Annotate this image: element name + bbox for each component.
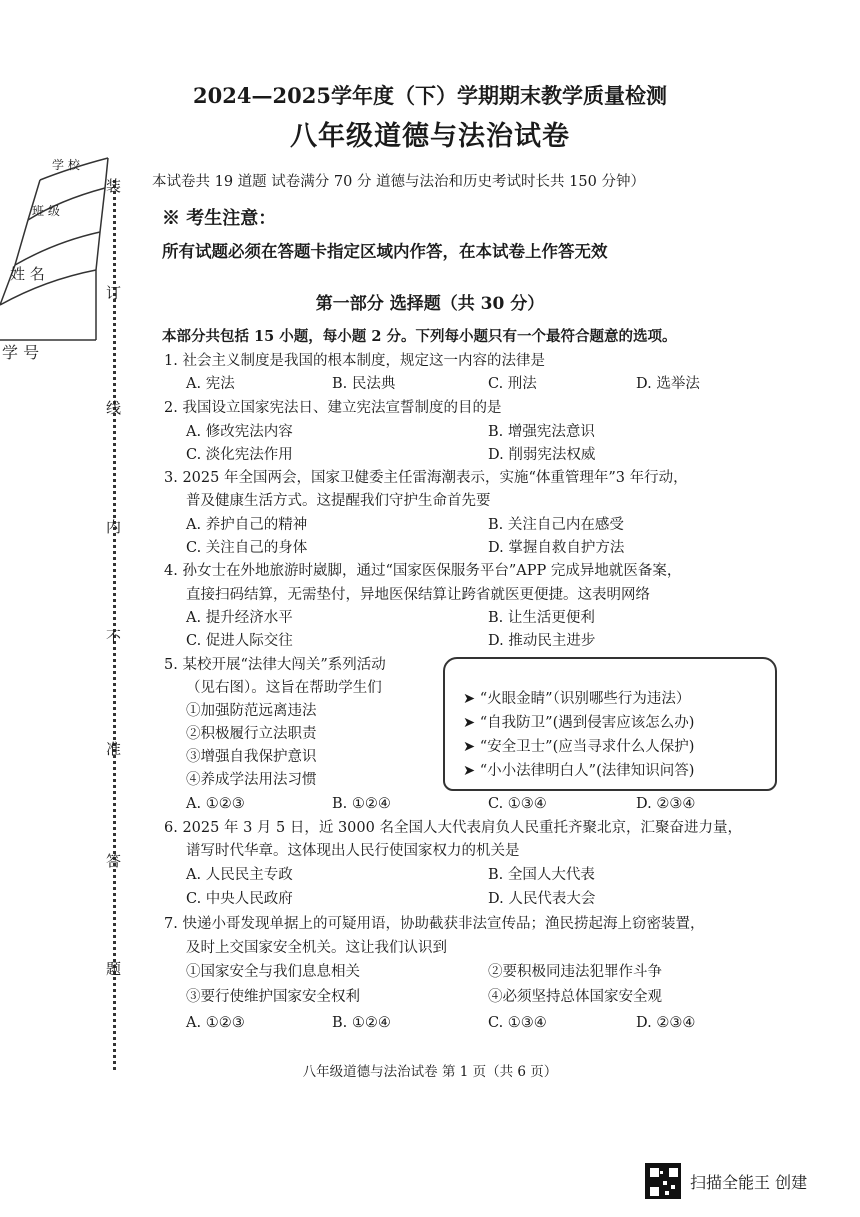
scanner-brand-label: 扫描全能王 创建 xyxy=(690,1173,808,1192)
q1-option-b: B. 民法典 xyxy=(332,376,396,392)
question-5-stem: 5. 某校开展“法律大闯关”系列活动 xyxy=(164,657,386,673)
question-5-stem-cont: （见右图）。这旨在帮助学生们 xyxy=(186,680,382,696)
q5-statement-1: ①加强防范远离违法 xyxy=(186,703,317,719)
notice-title: ※ 考生注意： xyxy=(162,208,277,229)
q5-option-c: C. ①③④ xyxy=(488,796,547,812)
binding-char: 不 xyxy=(106,628,122,646)
q7-option-d: D. ②③④ xyxy=(636,1015,696,1031)
q7-statement-1: ①国家安全与我们息息相关 xyxy=(186,964,360,980)
q6-option-b: B. 全国人大代表 xyxy=(488,867,595,883)
question-4-stem: 4. 孙女士在外地旅游时崴脚，通过“国家医保服务平台”APP 完成异地就医备案， xyxy=(164,563,682,579)
q5-option-d: D. ②③④ xyxy=(636,796,696,812)
activity-scroll-figure xyxy=(443,657,777,791)
q5-statement-3: ③增强自我保护意识 xyxy=(186,749,317,765)
q6-option-c: C. 中央人民政府 xyxy=(186,891,293,907)
q7-statement-3: ③要行使维护国家安全权利 xyxy=(186,989,360,1005)
q3-option-a: A. 养护自己的精神 xyxy=(186,517,308,533)
question-2-stem: 2. 我国设立国家宪法日、建立宪法宣誓制度的目的是 xyxy=(164,400,502,416)
q3-option-c: C. 关注自己的身体 xyxy=(186,540,308,556)
q2-option-d: D. 削弱宪法权威 xyxy=(488,447,596,463)
exam-title: 八年级道德与法治试卷 xyxy=(290,121,570,152)
q6-option-a: A. 人民民主专政 xyxy=(186,867,293,883)
q1-option-c: C. 刑法 xyxy=(488,376,537,392)
question-3-stem-cont: 普及健康生活方式。这提醒我们守护生命首先要 xyxy=(186,493,491,509)
question-6-stem: 6. 2025 年 3 月 5 日，近 3000 名全国人大代表肩负人民重托齐聚北京，汇聚奋进力量， xyxy=(164,820,742,836)
question-7-stem-cont: 及时上交国家安全机关。这让我们认识到 xyxy=(186,940,447,956)
school-field-label: 学 校 xyxy=(52,158,80,172)
q3-option-d: D. 掌握自救自护方法 xyxy=(488,540,625,556)
binding-char: 内 xyxy=(106,518,122,536)
q2-option-a: A. 修改宪法内容 xyxy=(186,424,293,440)
q3-option-b: B. 关注自己内在感受 xyxy=(488,517,624,533)
q5-option-a: A. ①②③ xyxy=(186,796,245,812)
page-footer: 八年级道德与法治试卷 第 1 页（共 6 页） xyxy=(302,1064,558,1080)
part-title: 第一部分 选择题（共 30 分） xyxy=(315,294,545,314)
q7-statement-2: ②要积极同违法犯罪作斗争 xyxy=(488,964,662,980)
q5-option-b: B. ①②④ xyxy=(332,796,391,812)
q7-statement-4: ④必须坚持总体国家安全观 xyxy=(488,989,662,1005)
q6-option-d: D. 人民代表大会 xyxy=(488,891,596,907)
q2-option-b: B. 增强宪法意识 xyxy=(488,424,595,440)
qr-code-icon xyxy=(645,1163,681,1199)
q4-option-b: B. 让生活更便利 xyxy=(488,610,595,626)
question-3-stem: 3. 2025 年全国两会，国家卫健委主任雷海潮表示，实施“体重管理年”3 年行动， xyxy=(164,470,688,486)
class-field-label: 班 级 xyxy=(32,204,60,218)
scroll-item: ➤ “安全卫士”(应当寻求什么人保护) xyxy=(463,739,695,755)
q4-option-c: C. 促进人际交往 xyxy=(186,633,293,649)
binding-char: 装 xyxy=(106,177,122,195)
q1-option-a: A. 宪法 xyxy=(186,376,235,392)
exam-term-title: 2024—2025学年度（下）学期期末教学质量检测 xyxy=(193,83,667,108)
binding-char: 答 xyxy=(106,852,122,870)
q5-statement-4: ④养成学法用法习惯 xyxy=(186,772,317,788)
binding-char: 订 xyxy=(106,284,122,302)
scroll-item: ➤ “自我防卫”(遇到侵害应该怎么办) xyxy=(463,715,695,731)
q7-option-b: B. ①②④ xyxy=(332,1015,391,1031)
q7-option-a: A. ①②③ xyxy=(186,1015,245,1031)
binding-char: 线 xyxy=(106,399,122,417)
id-field-label: 学 号 xyxy=(2,343,40,362)
q1-option-d: D. 选举法 xyxy=(636,376,700,392)
scroll-item: ➤ “火眼金睛”（识别哪些行为违法） xyxy=(463,691,691,707)
binding-char: 准 xyxy=(106,740,122,758)
q5-statement-2: ②积极履行立法职责 xyxy=(186,726,317,742)
question-4-stem-cont: 直接扫码结算，无需垫付，异地医保结算让跨省就医更便捷。这表明网络 xyxy=(186,587,650,603)
notice-body: 所有试题必须在答题卡指定区域内作答，在本试卷上作答无效 xyxy=(162,242,608,261)
q4-option-d: D. 推动民主进步 xyxy=(488,633,596,649)
question-6-stem-cont: 谱写时代华章。这体现出人民行使国家权力的机关是 xyxy=(186,843,520,859)
q4-option-a: A. 提升经济水平 xyxy=(186,610,293,626)
exam-info: 本试卷共 19 道题 试卷满分 70 分 道德与法治和历史考试时长共 150 分钟） xyxy=(152,174,645,190)
part-description: 本部分共包括 15 小题，每小题 2 分。下列每小题只有一个最符合题意的选项。 xyxy=(162,328,677,345)
question-1-stem: 1. 社会主义制度是我国的根本制度，规定这一内容的法律是 xyxy=(164,353,545,369)
binding-char: 题 xyxy=(106,960,122,978)
q7-option-c: C. ①③④ xyxy=(488,1015,547,1031)
scroll-item: ➤ “小小法律明白人”(法律知识问答) xyxy=(463,763,695,779)
q2-option-c: C. 淡化宪法作用 xyxy=(186,447,293,463)
name-field-label: 姓 名 xyxy=(10,265,45,283)
question-7-stem: 7. 快递小哥发现单据上的可疑用语，协助截获非法宣传品；渔民捞起海上窃密装置， xyxy=(164,916,705,932)
